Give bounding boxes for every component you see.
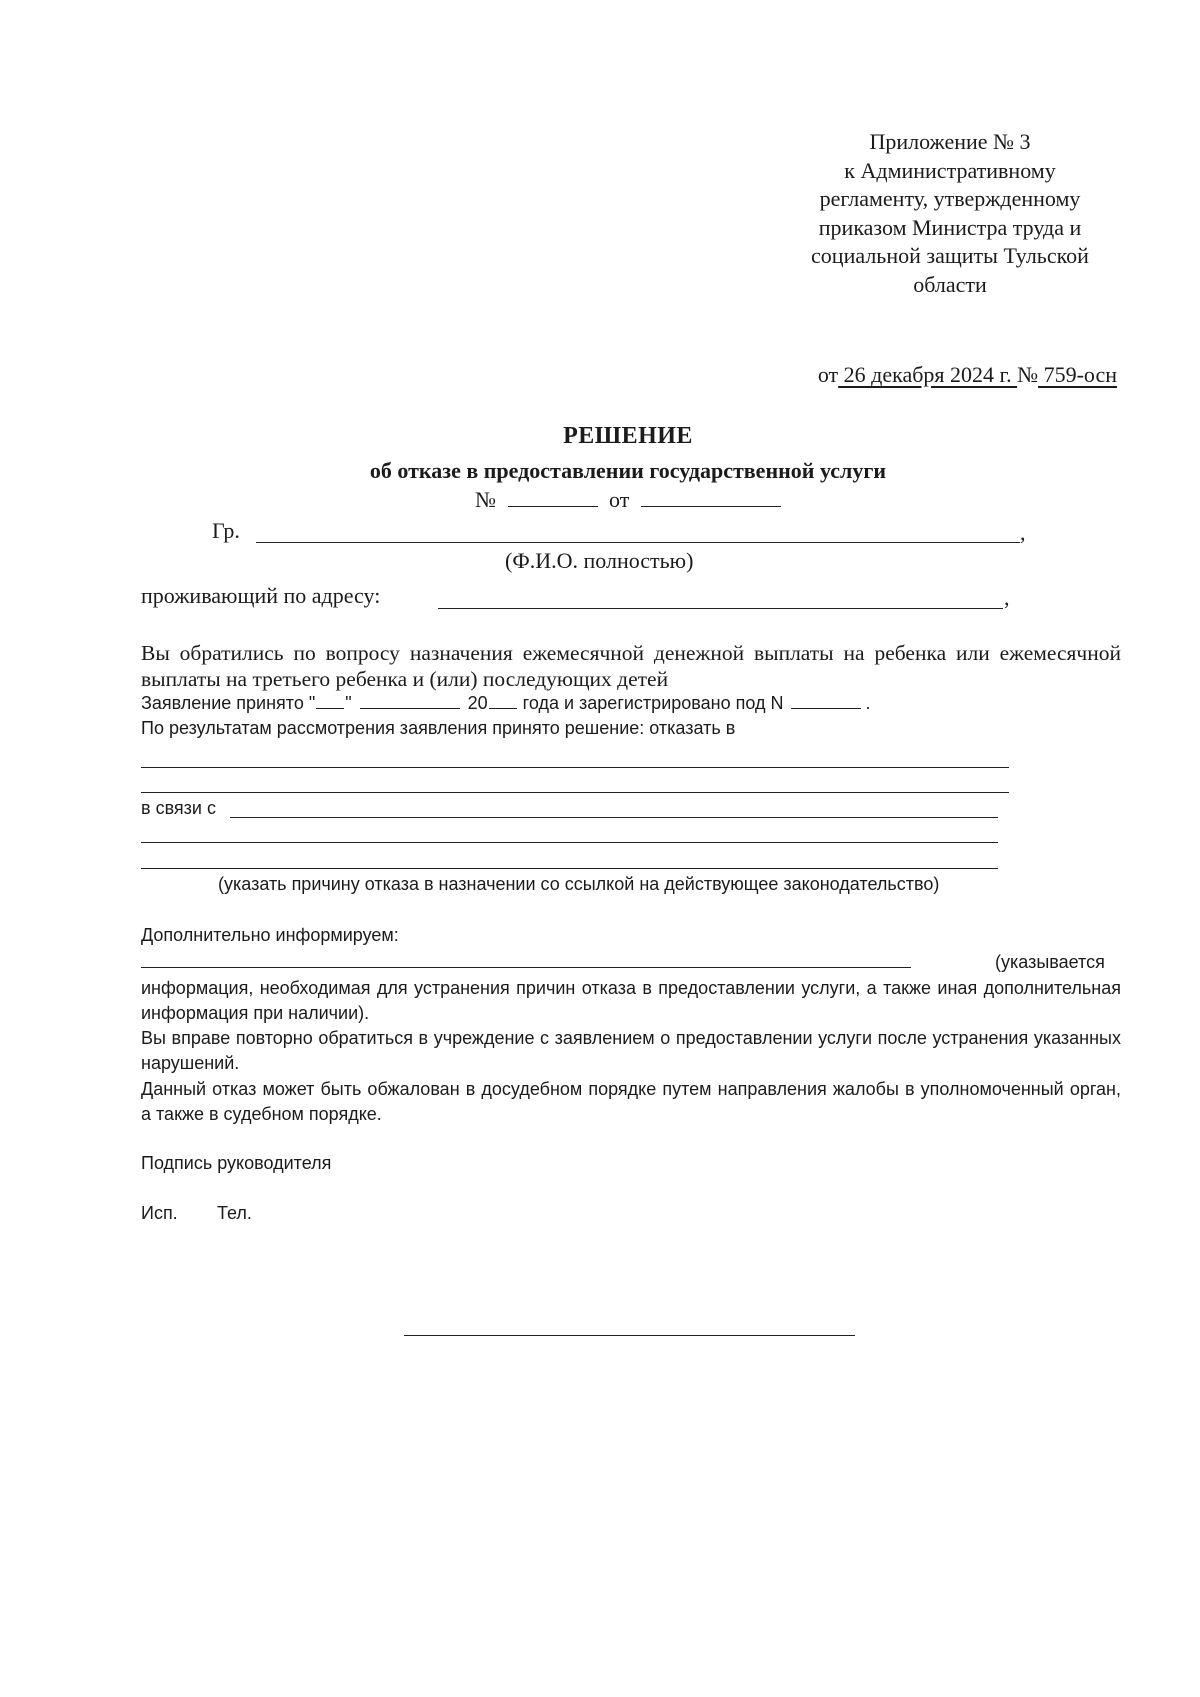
order-number-sign: № — [1017, 362, 1039, 387]
order-reference — [818, 362, 1117, 388]
order-date: 26 декабря 2024 г. — [838, 362, 1018, 387]
received-month-field[interactable] — [360, 707, 460, 709]
reason-field-1[interactable] — [230, 817, 998, 818]
received-year-prefix: 20 — [467, 693, 488, 713]
executor-label: Исп. — [141, 1203, 178, 1223]
received-quote: " — [345, 693, 352, 713]
order-prefix: от — [817, 362, 839, 387]
received-line — [141, 693, 870, 714]
decision-field-1[interactable] — [141, 767, 1009, 768]
received-prefix: Заявление принято " — [141, 693, 316, 713]
decision-line: По результатам рассмотрения заявления принято решение: отказать в — [141, 718, 736, 738]
appendix-line: регламенту, утвержденному — [819, 186, 1081, 211]
appeal-right-paragraph: Данный отказ может быть обжалован в досудебном порядке путем направления жалобы в уполномоченный орган, а также в судебном порядке. — [141, 1079, 1121, 1124]
address-field[interactable] — [438, 608, 1003, 609]
date-field[interactable] — [641, 505, 781, 507]
number-label: № — [475, 487, 496, 512]
appeal-paragraph: Вы обратились по вопросу назначения ежемесячной денежной выплаты на ребенка или ежемесячной выплаты на третьего ребенка и (или) последующих детей — [141, 641, 1121, 691]
document-subtitle: об отказе в предоставлении государственной услуги — [369, 458, 887, 483]
phone-label: Тел. — [217, 1203, 252, 1223]
citizen-comma: , — [1020, 520, 1026, 545]
citizen-name-field[interactable] — [256, 542, 1020, 543]
from-label: от — [609, 487, 630, 512]
additional-hint-text: информация, необходимая для устранения причин отказа в предоставлении услуги, а также иная дополнительная информация при наличии). — [141, 978, 1121, 1023]
received-suffix: года и зарегистрировано под N — [522, 693, 784, 713]
received-day-field[interactable] — [316, 707, 344, 709]
additional-hint-start: (указывается — [995, 952, 1105, 972]
appendix-block — [760, 128, 1140, 299]
reason-field-3[interactable] — [141, 868, 998, 869]
citizen-caption: (Ф.И.О. полностью) — [505, 548, 694, 573]
document-title: РЕШЕНИЕ — [563, 423, 693, 449]
reason-caption: (указать причину отказа в назначении со ссылкой на действующее законодательство) — [218, 874, 940, 894]
appendix-line: социальной защиты Тульской — [811, 243, 1089, 268]
decision-number-line — [475, 487, 787, 513]
bottom-separator — [404, 1335, 855, 1336]
appendix-line: к Административному — [844, 157, 1056, 183]
additional-field[interactable] — [141, 967, 911, 968]
decision-field-2[interactable] — [141, 792, 1009, 793]
appendix-line: Приложение № 3 — [869, 129, 1031, 154]
signature-label: Подпись руководителя — [141, 1153, 332, 1173]
appendix-line: приказом Министра труда и — [818, 214, 1082, 240]
appendix-line: области — [913, 271, 987, 297]
received-year-field[interactable] — [489, 707, 517, 709]
order-number: 759-осн — [1038, 362, 1117, 387]
additional-label: Дополнительно информируем: — [141, 925, 399, 945]
reason-field-2[interactable] — [141, 842, 998, 843]
address-label: проживающий по адресу: — [141, 583, 381, 608]
registration-number-field[interactable] — [791, 707, 861, 709]
received-end: . — [865, 693, 871, 713]
address-comma: , — [1004, 585, 1010, 610]
number-field[interactable] — [508, 505, 598, 507]
citizen-label: Гр. — [212, 518, 240, 543]
reapply-paragraph: Вы вправе повторно обратиться в учреждение с заявлением о предоставлении услуги после устранения указанных нарушений. — [141, 1028, 1121, 1073]
reason-label: в связи с — [141, 798, 216, 818]
